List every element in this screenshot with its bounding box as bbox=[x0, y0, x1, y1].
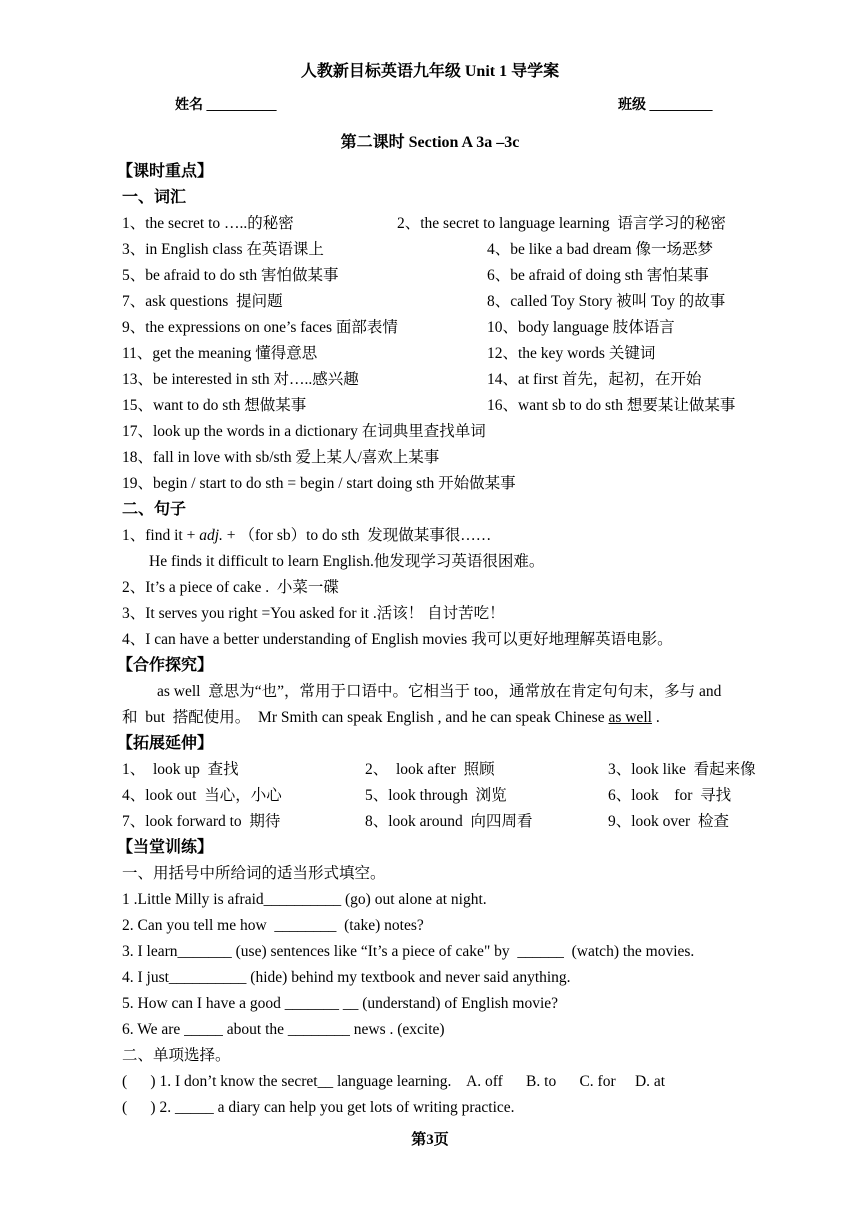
sentence-example: He finds it difficult to learn English.他发现学习英语很困难。 bbox=[149, 553, 545, 570]
sentence-text: 1、find it + bbox=[122, 527, 200, 544]
vocab-item: 2、the secret to language learning 语言学习的秘密 bbox=[397, 215, 726, 232]
coop-text: 和 but 搭配使用。 Mr Smith can speak English , and he can speak Chinese bbox=[122, 709, 609, 726]
vocab-item: 1、the secret to …..的秘密 bbox=[122, 215, 294, 232]
practice-question: 5. How can I have a good _______ __ (understand) of English movie? bbox=[122, 995, 559, 1012]
document-title: 人教新目标英语九年级 Unit 1 导学案 bbox=[300, 63, 560, 80]
section-coop-heading: 【合作探究】 bbox=[117, 657, 214, 674]
vocab-item: 7、ask questions 提问题 bbox=[122, 293, 283, 310]
practice-part2-title: 二、单项选择。 bbox=[122, 1047, 231, 1064]
extend-item: 8、look around 向四周看 bbox=[365, 813, 533, 830]
vocab-item: 10、body language 肢体语言 bbox=[487, 319, 675, 336]
vocab-item: 12、the key words 关键词 bbox=[487, 345, 656, 362]
vocab-item: 19、begin / start to do sth = begin / start doing sth 开始做某事 bbox=[122, 475, 516, 492]
sentence-item: 3、It serves you right =You asked for it .活该！ 自讨苦吃！ bbox=[122, 605, 505, 622]
vocab-item: 6、be afraid of doing sth 害怕某事 bbox=[487, 267, 709, 284]
coop-text-line2 bbox=[122, 708, 660, 728]
vocab-item: 17、look up the words in a dictionary 在词典里查找单词 bbox=[122, 423, 486, 440]
sentence-text: + （for sb）to do sth 发现做某事很…… bbox=[222, 527, 492, 544]
extend-item: 6、look for 寻找 bbox=[608, 787, 732, 804]
practice-question: 6. We are _____ about the ________ news . (excite) bbox=[122, 1021, 445, 1038]
vocab-item: 3、in English class 在英语课上 bbox=[122, 241, 324, 258]
section-extend-heading: 【拓展延伸】 bbox=[117, 735, 214, 752]
sentence-item: 2、It’s a piece of cake . 小菜一碟 bbox=[122, 579, 339, 596]
page-number: 第3页 bbox=[411, 1132, 449, 1148]
sentence-adj: adj. bbox=[199, 527, 223, 544]
sentence-item bbox=[122, 526, 491, 546]
coop-text: . bbox=[651, 709, 660, 726]
vocab-item: 5、be afraid to do sth 害怕做某事 bbox=[122, 267, 339, 284]
extend-item: 5、look through 浏览 bbox=[365, 787, 507, 804]
vocab-item: 18、fall in love with sb/sth 爱上某人/喜欢上某事 bbox=[122, 449, 440, 466]
name-field-label: 姓名 __________ bbox=[175, 98, 277, 113]
lesson-heading: 第二课时 Section A 3a –3c bbox=[340, 134, 520, 151]
practice-part1-title: 一、用括号中所给词的适当形式填空。 bbox=[122, 865, 386, 882]
section-sentences-heading: 二、句子 bbox=[122, 501, 187, 518]
sentence-item: 4、I can have a better understanding of English movies 我可以更好地理解英语电影。 bbox=[122, 631, 673, 648]
coop-text-line1: as well 意思为“也”，常用于口语中。它相当于 too，通常放在肯定句句末，多与 and bbox=[157, 683, 722, 700]
vocab-item: 8、called Toy Story 被叫 Toy 的故事 bbox=[487, 293, 726, 310]
vocab-item: 14、at first 首先，起初，在开始 bbox=[487, 371, 702, 388]
practice-question: 2. Can you tell me how ________ (take) notes? bbox=[122, 917, 424, 934]
multiple-choice-question: ( ) 1. I don’t know the secret__ language learning. A. off B. to C. for D. at bbox=[122, 1073, 666, 1090]
multiple-choice-question: ( ) 2. _____ a diary can help you get lots of writing practice. bbox=[122, 1099, 515, 1116]
coop-underlined: as well bbox=[608, 709, 652, 726]
extend-item: 9、look over 检查 bbox=[608, 813, 729, 830]
vocab-item: 4、be like a bad dream 像一场恶梦 bbox=[487, 241, 713, 258]
section-practice-heading: 【当堂训练】 bbox=[117, 839, 214, 856]
extend-item: 2、 look after 照顾 bbox=[365, 761, 495, 778]
extend-item: 1、 look up 查找 bbox=[122, 761, 239, 778]
vocab-item: 15、want to do sth 想做某事 bbox=[122, 397, 307, 414]
practice-question: 1 .Little Milly is afraid__________ (go) out alone at night. bbox=[122, 891, 487, 908]
vocab-item: 16、want sb to do sth 想要某让做某事 bbox=[487, 397, 736, 414]
practice-question: 3. I learn_______ (use) sentences like “It’s a piece of cake" by ______ (watch) the movies. bbox=[122, 943, 695, 960]
extend-item: 3、look like 看起来像 bbox=[608, 761, 756, 778]
class-field-label: 班级 _________ bbox=[618, 98, 713, 113]
extend-item: 4、look out 当心，小心 bbox=[122, 787, 282, 804]
vocab-item: 9、the expressions on one’s faces 面部表情 bbox=[122, 319, 398, 336]
practice-question: 4. I just__________ (hide) behind my textbook and never said anything. bbox=[122, 969, 571, 986]
section-focus-heading: 【课时重点】 bbox=[117, 163, 214, 180]
vocab-item: 13、be interested in sth 对…..感兴趣 bbox=[122, 371, 359, 388]
section-vocab-heading: 一、词汇 bbox=[122, 189, 187, 206]
vocab-item: 11、get the meaning 懂得意思 bbox=[122, 345, 318, 362]
extend-item: 7、look forward to 期待 bbox=[122, 813, 281, 830]
